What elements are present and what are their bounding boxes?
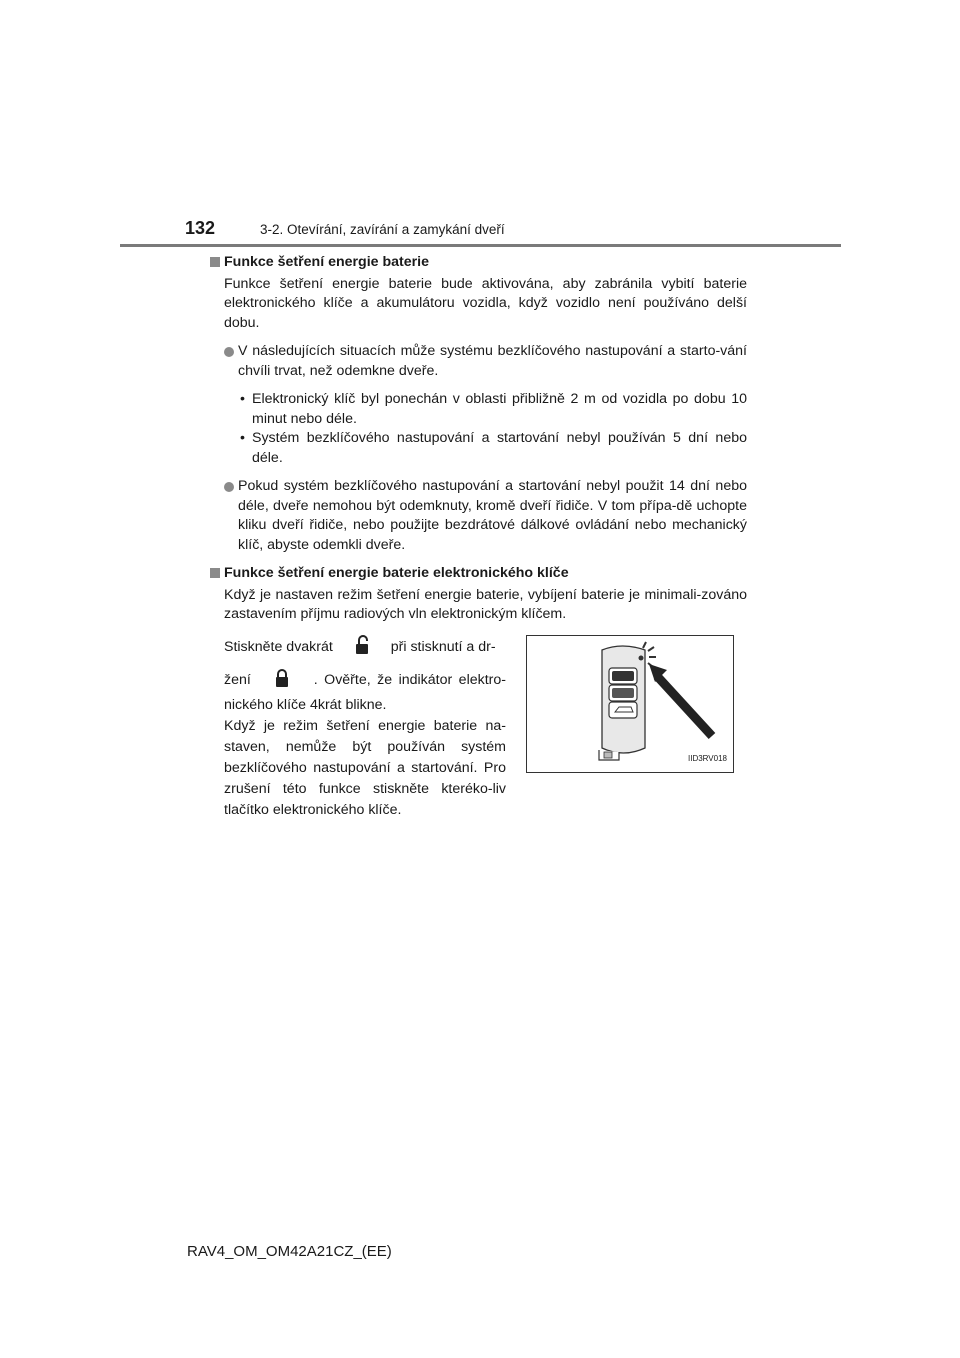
figure-label: IID3RV018: [688, 754, 727, 763]
section-2-intro: Když je nastaven režim šetření energie baterie, vybíjení baterie je minimali-zováno zastavením příjmu radiových vln elektronickým klíčem.: [224, 586, 747, 622]
square-marker-icon: [210, 568, 220, 578]
circle-marker-icon: [224, 482, 234, 492]
running-header: 3-2. Otevírání, zavírání a zamykání dveří: [260, 222, 505, 237]
sub-item-text: Systém bezklíčového nastupování a startování nebyl používán 5 dní nebo déle.: [252, 430, 747, 466]
electronic-key-figure: [526, 635, 734, 773]
section-heading-1-text: Funkce šetření energie baterie: [224, 254, 430, 270]
page-content: [210, 253, 747, 818]
bullet-item-2: [210, 477, 747, 555]
footer-doc-code: RAV4_OM_OM42A21CZ_(EE): [187, 1243, 392, 1260]
instruction-step: Stiskněte dvakrát při stisknutí a dr-: [224, 635, 506, 662]
section-heading-1: [210, 253, 747, 273]
circle-marker-icon: [224, 347, 234, 357]
bullet-item-1-text: V následujících situacích může systému bezklíčového nastupování a starto-vání chvíli trvat, než odemkne dveře.: [238, 343, 747, 379]
sub-item-text: Elektronický klíč byl ponechán v oblasti přibližně 2 m od vozidla po dobu 10 minut nebo déle.: [252, 391, 747, 427]
bullet-item-2-text: Pokud systém bezklíčového nastupování a startování nebyl použit 14 dní nebo déle, dveře nemohou být odemknuty, kromě dveří řidiče. V tom přípa-dě uchopte kliku dveří řidiče, nebo použijte bezdrátové dálkové ovládání nebo mechanický klíč, abyste odemkli dveře.: [238, 478, 747, 553]
section-heading-2: [210, 564, 747, 584]
page-number: 132: [185, 218, 216, 238]
note-text: Když je režim šetření energie baterie na-staven, nemůže být používán systém bezklíčového nastupování a startování. Pro zrušení této funkce stiskněte kteréko-liv tlačítko elektronického klíče.: [224, 717, 506, 818]
bullet-item-1: [210, 342, 747, 381]
section-heading-2-text: Funkce šetření energie baterie elektronického klíče: [224, 565, 569, 581]
sub-item: • Elektronický klíč byl ponechán v oblasti přibližně 2 m od vozidla po dobu 10 minut nebo déle.: [240, 391, 747, 427]
header-rule: [120, 244, 841, 247]
section-1-intro: Funkce šetření energie baterie bude aktivována, aby zabránila vybití baterie elektronického klíče a akumulátoru vozidla, když vozidlo není používáno delší dobu.: [224, 275, 747, 331]
sub-list: [210, 390, 747, 468]
unlock-padlock-icon: [355, 635, 369, 662]
instruction-with-figure: [224, 635, 747, 818]
square-marker-icon: [210, 257, 220, 267]
lock-padlock-icon: [275, 668, 289, 695]
sub-item: • Systém bezklíčového nastupování a startování nebyl používán 5 dní nebo déle.: [240, 430, 747, 466]
instruction-text: Stiskněte dvakrát při stisknutí a dr- žení . Ověřte, že indikátor elektro-nického klíče 4krát blikne. Když je režim šetření energie baterie na-staven, nemůže být používán systém bezklíčového nastupování a startování. Pro zrušení této funkce stiskněte kteréko-liv tlačítko elektronického klíče.: [224, 635, 506, 821]
